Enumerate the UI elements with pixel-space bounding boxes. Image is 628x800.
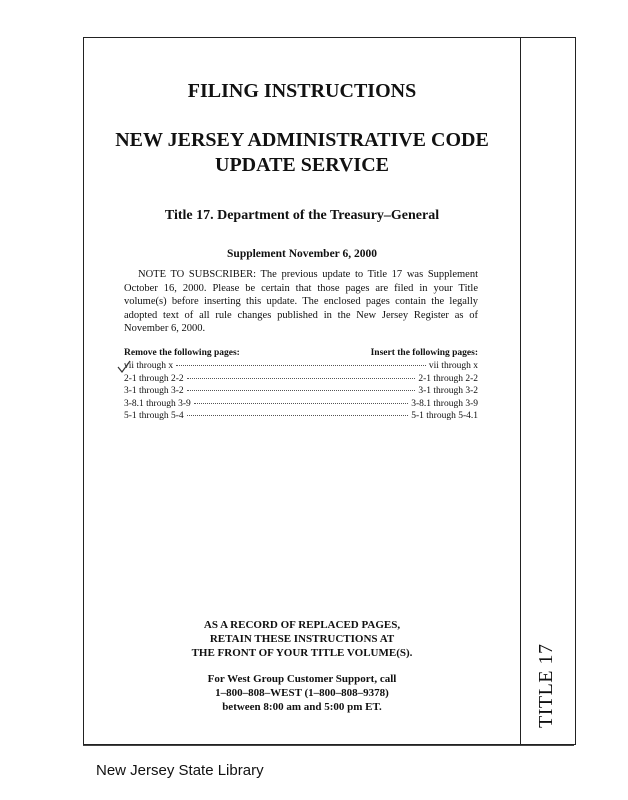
record-line1: AS A RECORD OF REPLACED PAGES, <box>203 619 401 631</box>
remove-pages: 2-1 through 2-2 <box>124 373 184 384</box>
insert-pages: 2-1 through 2-2 <box>418 373 478 384</box>
instructions-footer <box>84 618 520 714</box>
table-row <box>124 361 478 374</box>
spacer <box>84 660 520 672</box>
page-title: FILING INSTRUCTIONS <box>187 80 417 102</box>
side-tab-label: TITLE 17 <box>535 643 557 728</box>
page-frame <box>83 37 576 745</box>
dot-leader <box>176 365 426 366</box>
remove-pages: 3-1 through 3-2 <box>124 386 184 396</box>
insert-pages: 5-1 through 5-4.1 <box>411 411 478 421</box>
bottom-rule <box>83 745 574 746</box>
page-content <box>84 38 520 744</box>
record-line3: THE FRONT OF YOUR TITLE VOLUME(S). <box>191 647 413 659</box>
remove-pages: 3-8.1 through 3-9 <box>124 398 191 409</box>
title-section: Title 17. Department of the Treasury–General <box>164 208 440 223</box>
dot-leader <box>187 378 416 379</box>
code-heading-line2: UPDATE SERVICE <box>215 154 389 176</box>
table-header <box>124 348 478 358</box>
side-tab <box>520 38 576 744</box>
insert-header: Insert the following pages: <box>370 348 478 358</box>
remove-pages: vii through x <box>124 361 174 371</box>
library-stamp: New Jersey State Library <box>96 762 264 779</box>
remove-header: Remove the following pages: <box>124 348 240 358</box>
support-line1: For West Group Customer Support, call <box>207 673 397 685</box>
page-replacement-table <box>124 348 478 424</box>
insert-pages: vii through x <box>428 361 478 371</box>
table-row <box>124 386 478 399</box>
insert-pages: 3-1 through 3-2 <box>418 386 478 396</box>
remove-pages: 5-1 through 5-4 <box>124 411 184 421</box>
insert-pages: 3-8.1 through 3-9 <box>411 398 478 409</box>
code-heading-line1: NEW JERSEY ADMINISTRATIVE CODE <box>115 129 489 151</box>
table-row <box>124 411 478 424</box>
table-row <box>124 399 478 412</box>
subscriber-note: NOTE TO SUBSCRIBER: The previous update to Title 17 was Supplement October 16, 2000. Please be certain that those pages are filed in your Title volume(s) before inserting this update. The enclosed pages contain the legally adopted text of all rule changes published in the New Jersey Register as of November 6, 2000. <box>124 269 478 334</box>
supplement-date: Supplement November 6, 2000 <box>227 248 377 260</box>
checkmark-icon <box>117 360 131 374</box>
record-line2: RETAIN THESE INSTRUCTIONS AT <box>209 633 395 645</box>
dot-leader <box>194 403 408 404</box>
dot-leader <box>187 390 416 391</box>
support-line2: 1–800–808–WEST (1–800–808–9378) <box>215 687 389 699</box>
dot-leader <box>187 415 409 416</box>
support-line3: between 8:00 am and 5:00 pm ET. <box>222 701 382 713</box>
code-heading <box>84 128 520 178</box>
table-row <box>124 374 478 387</box>
